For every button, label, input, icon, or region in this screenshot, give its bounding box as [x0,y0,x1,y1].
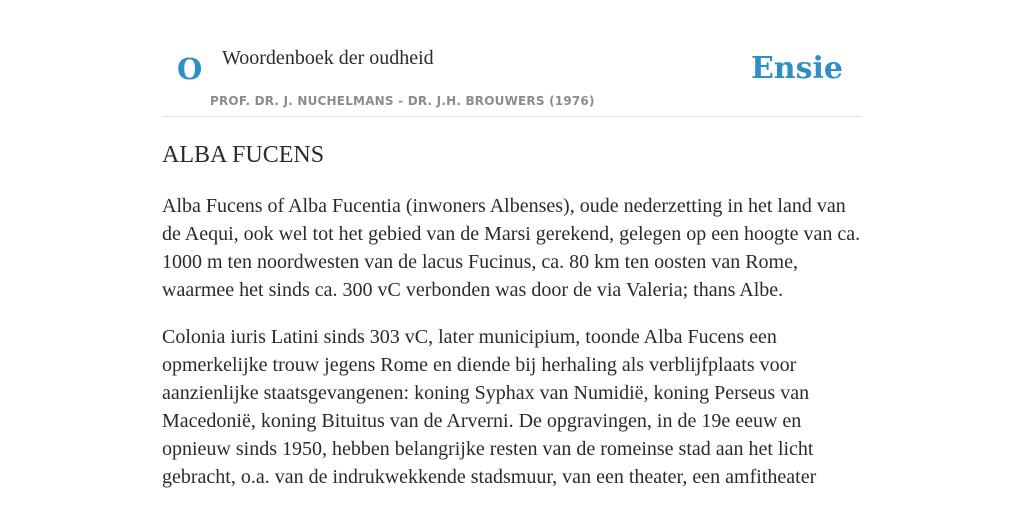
entry-body [162,192,864,510]
entry-paragraph: Colonia iuris Latini sinds 303 vC, later municipium, toonde Alba Fucens een opmerkelijke trouw jegens Rome en diende bij herhaling als verblijfplaats voor aanzienlijke staatsgevangenen: koning Syphax van Numidië, koning Perseus van Macedonië, koning Bituitus van de Arverni. De opgravingen, in de 19e eeuw en opnieuw sinds 1950, hebben belangrijke resten van de romeinse stad aan het licht gebracht, o.a. van de indrukwekkende stadsmuur, van een theater, een amfitheater [162,326,817,488]
entry-title: ALBA FUCENS [162,142,325,168]
book-title-link[interactable]: Woordenboek der oudheid [222,47,434,69]
site-header [162,0,862,117]
entry-paragraph: Alba Fucens of Alba Fucentia (inwoners Albenses), oude nederzetting in het land van de Aequi, ook wel tot het gebied van de Marsi gerekend, gelegen op een hoogte van ca. 1000 m ten noordwesten van de lacus Fucinus, ca. 80 km ten oosten van Rome, waarmee het sinds ca. 300 vC verbonden was door de via Valeria; thans Albe. [162,195,861,301]
letter-index-link[interactable]: O [177,52,203,86]
ensie-logo-link[interactable]: Ensie [750,51,843,86]
book-authors: PROF. DR. J. NUCHELMANS - DR. J.H. BROUWERS (1976) [210,94,595,108]
